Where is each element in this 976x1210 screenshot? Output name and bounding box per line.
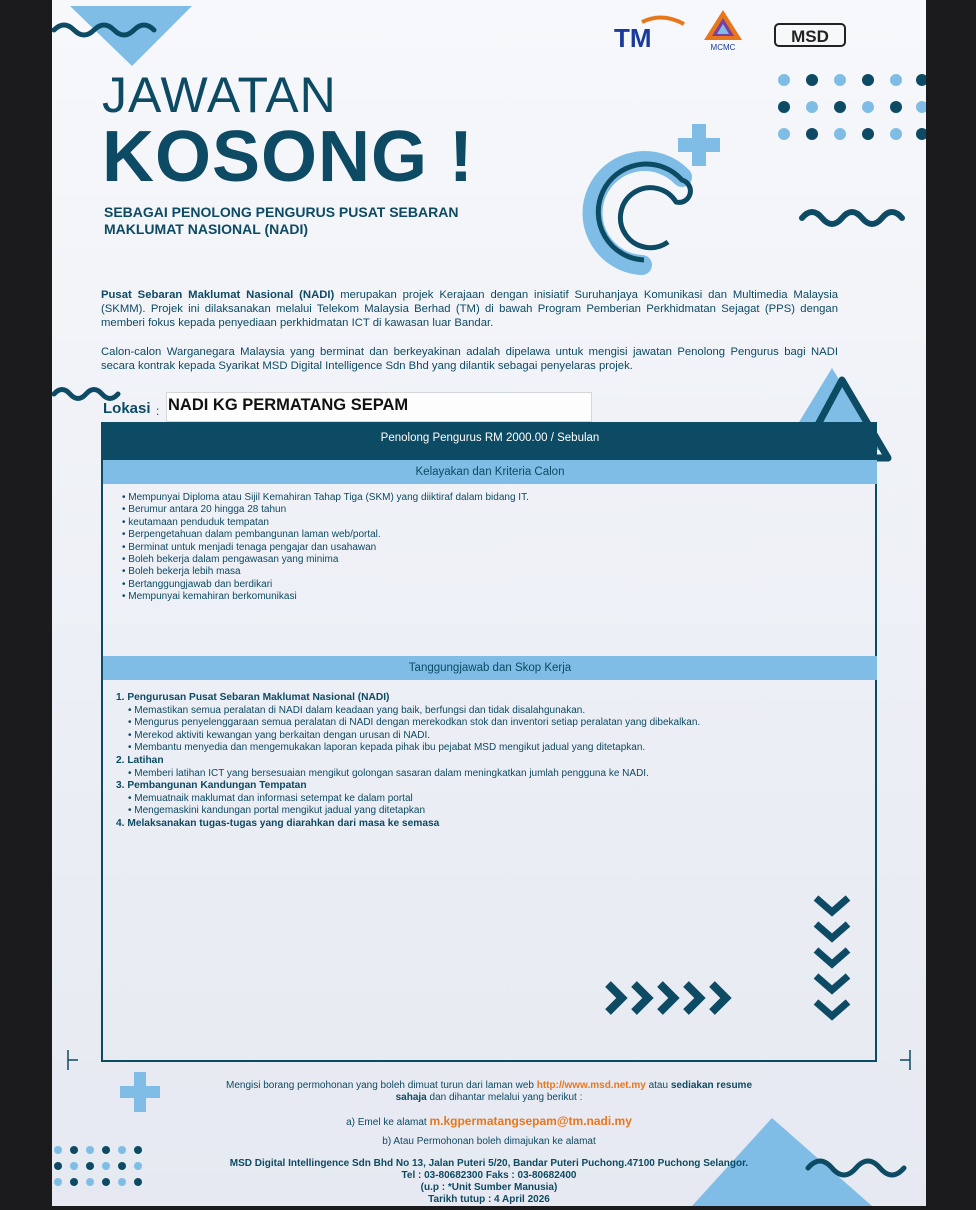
subtitle-line-1: SEBAGAI PENOLONG PENGURUS PUSAT SEBARAN [104,204,459,220]
spiral-shape [593,161,691,265]
lokasi-value: NADI KG PERMATANG SEPAM [168,396,409,414]
right-tick [900,1050,910,1070]
list-item: • Mempunyai Diploma atau Sijil Kemahiran Tahap Tiga (SKM) yang diiktiraf dalam bidang IT. [122,492,529,504]
left-wave [54,390,118,399]
requirements-heading: Kelayakan dan Kriteria Calon [103,460,877,484]
list-item: • Memastikan semua peralatan di NADI dalam keadaan yang baik, berfungsi dan tidak disalahgunakan. [116,705,700,718]
footer-text: a) Emel ke alamat [346,1117,427,1128]
duties-heading: Tanggungjawab dan Skop Kerja [103,656,877,680]
email-link[interactable]: m.kgpermatangsepam@tm.nadi.my [429,1114,632,1128]
list-item: • Mengemaskini kandungan portal mengikut jadual yang ditetapkan [116,805,700,818]
mcmc-logo [698,8,748,52]
footer-email-line [52,1114,926,1128]
lokasi-colon: : [156,404,160,418]
duty-section-title: 4. Melaksanakan tugas-tugas yang diarahkan dari masa ke semasa [116,817,440,829]
nadi-name: Pusat Sebaran Maklumat Nasional (NADI) [101,289,335,301]
plus-shape-top [678,124,720,166]
subtitle [104,204,524,238]
list-item: • Memuatnaik maklumat dan informasi setempat ke dalam portal [116,793,700,806]
intro-paragraph-1 [101,288,838,330]
title-kosong: KOSONG ! [102,117,475,197]
list-item: • Berminat untuk menjadi tenaga pengajar dan usahawan [122,542,529,554]
intro-paragraph-2: Calon-calon Warganegara Malaysia yang berminat dan berkeyakinan adalah dipelawa untuk mengisi jawatan Penolong Pengurus bagi NADI secara kontrak kepada Syarikat MSD Digital Intelligence Sdn Bhd yang dilantik sebagai penyelaras projek. [101,346,838,372]
duty-section-title: 3. Pembangunan Kandungan Tempatan [116,780,307,792]
position-salary-bar: Penolong Pengurus RM 2000.00 / Sebulan [103,422,877,460]
duty-section-title: 2. Latihan [116,754,164,766]
footer-apply-line-2 [52,1092,926,1103]
footer-post-line: b) Atau Permohonan boleh dimajukan ke alamat [382,1136,596,1147]
tm-logo-text: TM [614,23,652,50]
dot-grid-top [778,74,926,140]
footer-text: sahaja [395,1092,427,1103]
title-jawatan: JAWATAN [102,67,337,123]
footer-address: MSD Digital Intellingence Sdn Bhd No 13, Jalan Puteri 5/20, Bandar Puteri Puchong.47100 Puchong Selangor. [229,1158,749,1169]
footer-up: (u.p : *Unit Sumber Manusia) [420,1182,558,1193]
website-link[interactable]: http://www.msd.net.my [536,1080,646,1091]
footer-text: dan dihantar melalui yang berikut : [429,1092,583,1103]
list-item: • Mengurus penyelenggaraan semua peralatan di NADI dengan merekodkan stok dan inventori setiap peralatan yang dibekalkan. [116,717,700,730]
subtitle-line-2: MAKLUMAT NASIONAL (NADI) [104,221,309,237]
right-wave [802,212,902,224]
footer-text: sediakan resume [670,1080,753,1091]
list-item: • Merekod aktiviti kewangan yang berkaitan dengan urusan di NADI. [116,730,700,743]
list-item: • keutamaan penduduk tempatan [122,517,529,529]
job-poster [52,0,926,1206]
left-tick [68,1050,78,1070]
footer-text: Mengisi borang permohonan yang boleh dimuat turun dari laman web [225,1080,534,1091]
intro-paragraph-1-text: merupakan projek Kerajaan dengan inisiatif Suruhanjaya Komunikasi dan Multimedia Malaysia (SKMM). Projek ini dilaksanakan melalui Telekom Malaysia Berhad (TM) di bawah Program Pemberian Perkhidmatan Sejagat (PPS) dengan memberi fokus kepada penyediaan perkhidmatan ICT di kawasan luar Bandar. [101,289,838,329]
list-item: • Berpengetahuan dalam pembangunan laman web/portal. [122,529,529,541]
requirements-list [122,492,529,604]
msd-logo [774,22,848,50]
footer-closing-date: Tarikh tutup : 4 April 2026 [428,1194,550,1205]
list-item: • Membantu menyedia dan mengemukakan laporan kepada pihak ibu pejabat MSD mengikut jadual yang ditetapkan. [116,742,700,755]
tm-logo [612,14,692,50]
mcmc-logo-text: MCMC [710,43,736,52]
list-item: • Mempunyai kemahiran berkomunikasi [122,591,529,603]
footer-text: atau [648,1080,669,1091]
duties-list [116,692,700,831]
lokasi-label: Lokasi [103,400,151,417]
list-item: • Boleh bekerja lebih masa [122,566,529,578]
list-item: • Berumur antara 20 hingga 28 tahun [122,504,529,516]
list-item: • Bertanggungjawab dan berdikari [122,579,529,591]
list-item: • Memberi latihan ICT yang bersesuaian mengikut golongan sasaran dalam meningkatkan jumlah pengguna ke NADI. [116,768,700,781]
msd-logo-text: MSD [791,27,829,46]
footer-tel: Tel : 03-80682300 Faks : 03-80682400 [401,1170,577,1181]
footer-apply-line [52,1080,926,1091]
duty-section-title: 1. Pengurusan Pusat Sebaran Maklumat Nasional (NADI) [116,692,390,703]
list-item: • Boleh bekerja dalam pengawasan yang minima [122,554,529,566]
